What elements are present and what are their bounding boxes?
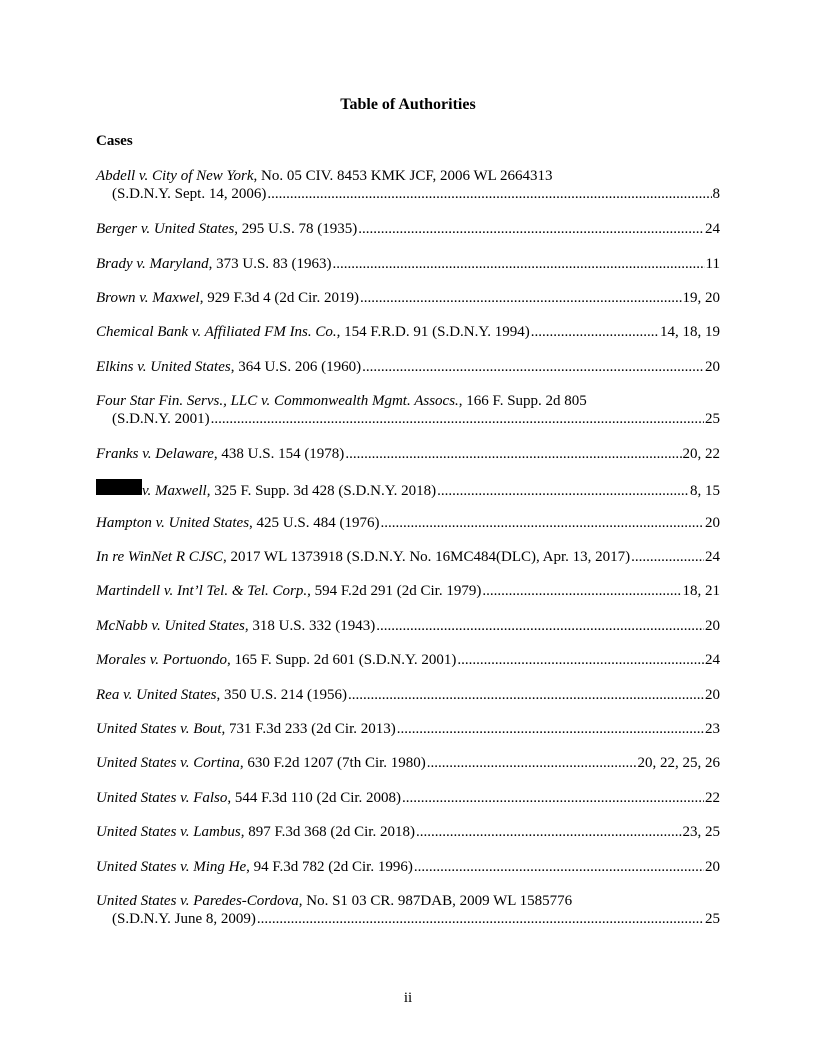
citation-continued: (S.D.N.Y. June 8, 2009) <box>112 911 256 927</box>
page-refs: 20, 22 <box>682 446 720 462</box>
citation: , 325 F. Supp. 3d 428 (S.D.N.Y. 2018) <box>206 483 437 499</box>
citation: , 929 F.3d 4 (2d Cir. 2019) <box>199 290 359 306</box>
case-name: McNabb v. United States <box>96 618 245 634</box>
case-name: United States v. Paredes-Cordova <box>96 893 299 909</box>
section-heading: Cases <box>96 133 133 149</box>
citation: , 166 F. Supp. 2d 805 <box>458 393 587 409</box>
page-refs: 24 <box>705 652 720 668</box>
redaction-bar <box>96 479 142 495</box>
case-name: United States v. Bout <box>96 721 222 737</box>
citation: , 350 U.S. 214 (1956) <box>216 687 347 703</box>
case-name: Franks v. Delaware <box>96 446 214 462</box>
page-refs: 23, 25 <box>682 824 720 840</box>
citation: , 318 U.S. 332 (1943) <box>244 618 376 634</box>
dot-leader <box>380 514 704 532</box>
case-name: Berger v. United States <box>96 221 235 237</box>
dot-leader <box>397 720 704 738</box>
page-refs: 11 <box>705 256 720 272</box>
page-refs: 20 <box>705 687 720 703</box>
authority-entry <box>96 789 720 807</box>
dot-leader <box>345 445 681 463</box>
authority-entry <box>96 754 720 772</box>
citation: , 731 F.3d 233 (2d Cir. 2013) <box>221 721 396 737</box>
citation: , 373 U.S. 83 (1963) <box>208 256 332 272</box>
case-name: Elkins v. United States <box>96 359 231 375</box>
dot-leader <box>427 754 637 772</box>
page-refs: 20 <box>705 359 720 375</box>
citation: , 165 F. Supp. 2d 601 (S.D.N.Y. 2001) <box>226 652 457 668</box>
dot-leader <box>416 823 682 841</box>
authority-entry <box>96 686 720 704</box>
case-name: Hampton v. United States <box>96 515 250 531</box>
dot-leader <box>482 582 681 600</box>
dot-leader <box>267 185 711 203</box>
dot-leader <box>360 289 682 307</box>
page-refs: 25 <box>705 911 720 927</box>
page-refs: 18, 21 <box>682 583 720 599</box>
authority-entry <box>96 167 720 203</box>
case-name: In re WinNet R CJSC <box>96 549 223 565</box>
page-refs: 8, 15 <box>690 483 720 499</box>
dot-leader <box>257 910 704 928</box>
authority-entry <box>96 892 720 928</box>
dot-leader <box>402 789 704 807</box>
citation: , No. S1 03 CR. 987DAB, 2009 WL 1585776 <box>298 893 573 909</box>
page-refs: 20 <box>705 859 720 875</box>
page-refs: 22 <box>705 790 720 806</box>
page-refs: 24 <box>705 221 720 237</box>
dot-leader <box>333 255 705 273</box>
authority-entry <box>96 358 720 376</box>
dot-leader <box>362 358 704 376</box>
case-name: Martindell v. Int’l Tel. & Tel. Corp. <box>96 583 308 599</box>
citation: , 154 F.R.D. 91 (S.D.N.Y. 1994) <box>336 324 530 340</box>
case-name: United States v. Cortina <box>96 755 240 771</box>
page-refs: 25 <box>705 411 720 427</box>
case-name: Brady v. Maryland <box>96 256 209 272</box>
page-refs: 14, 18, 19 <box>660 324 720 340</box>
citation: , 2017 WL 1373918 (S.D.N.Y. No. 16MC484(DLC), Apr. 13, 2017) <box>222 549 631 565</box>
page-refs: 8 <box>712 186 720 202</box>
case-name: Abdell v. City of New York <box>96 168 254 184</box>
dot-leader <box>437 482 689 500</box>
citation: , 594 F.2d 291 (2d Cir. 1979) <box>307 583 482 599</box>
authority-entry <box>96 323 720 341</box>
page-refs: 20 <box>705 618 720 634</box>
dot-leader <box>358 220 704 238</box>
dot-leader <box>211 410 704 428</box>
citation-continued: (S.D.N.Y. Sept. 14, 2006) <box>112 186 267 202</box>
case-name: Brown v. Maxwel <box>96 290 200 306</box>
dot-leader <box>531 323 659 341</box>
case-name: Four Star Fin. Servs., LLC v. Commonwealth Mgmt. Assocs. <box>96 393 459 409</box>
page-refs: 23 <box>705 721 720 737</box>
page-refs: 20, 22, 25, 26 <box>637 755 720 771</box>
case-name: v. Maxwell <box>142 483 207 499</box>
case-name: United States v. Falso <box>96 790 228 806</box>
dot-leader <box>631 548 704 566</box>
page-title: Table of Authorities <box>340 96 476 113</box>
page-refs: 19, 20 <box>682 290 720 306</box>
dot-leader <box>348 686 704 704</box>
authority-entry <box>96 582 720 600</box>
citation: , 630 F.2d 1207 (7th Cir. 1980) <box>239 755 426 771</box>
citation: , 425 U.S. 484 (1976) <box>249 515 380 531</box>
citation: , No. 05 CIV. 8453 KMK JCF, 2006 WL 2664313 <box>253 168 553 184</box>
authority-entry <box>96 651 720 669</box>
authority-entry <box>96 392 720 428</box>
page-number: ii <box>403 990 413 1006</box>
authority-entry <box>96 479 720 500</box>
authority-entry <box>96 823 720 841</box>
citation: , 544 F.3d 110 (2d Cir. 2008) <box>227 790 402 806</box>
citation: , 897 F.3d 368 (2d Cir. 2018) <box>240 824 415 840</box>
authority-entry <box>96 858 720 876</box>
authority-entry <box>96 220 720 238</box>
citation: , 438 U.S. 154 (1978) <box>213 446 345 462</box>
case-name: Morales v. Portuondo <box>96 652 227 668</box>
case-name: Rea v. United States <box>96 687 217 703</box>
dot-leader <box>376 617 704 635</box>
page-refs: 24 <box>705 549 720 565</box>
authority-entry <box>96 255 720 273</box>
citation: , 364 U.S. 206 (1960) <box>230 359 362 375</box>
authority-entry <box>96 720 720 738</box>
citation: , 94 F.3d 782 (2d Cir. 1996) <box>246 859 413 875</box>
dot-leader <box>457 651 704 669</box>
citation: , 295 U.S. 78 (1935) <box>234 221 358 237</box>
case-name: United States v. Ming He <box>96 859 247 875</box>
authority-entry <box>96 617 720 635</box>
case-name: Chemical Bank v. Affiliated FM Ins. Co. <box>96 324 337 340</box>
authority-entry <box>96 289 720 307</box>
case-name: United States v. Lambus <box>96 824 241 840</box>
authority-entry <box>96 514 720 532</box>
page-refs: 20 <box>705 515 720 531</box>
authority-entry <box>96 445 720 463</box>
authority-entry <box>96 548 720 566</box>
dot-leader <box>414 858 704 876</box>
citation-continued: (S.D.N.Y. 2001) <box>112 411 210 427</box>
